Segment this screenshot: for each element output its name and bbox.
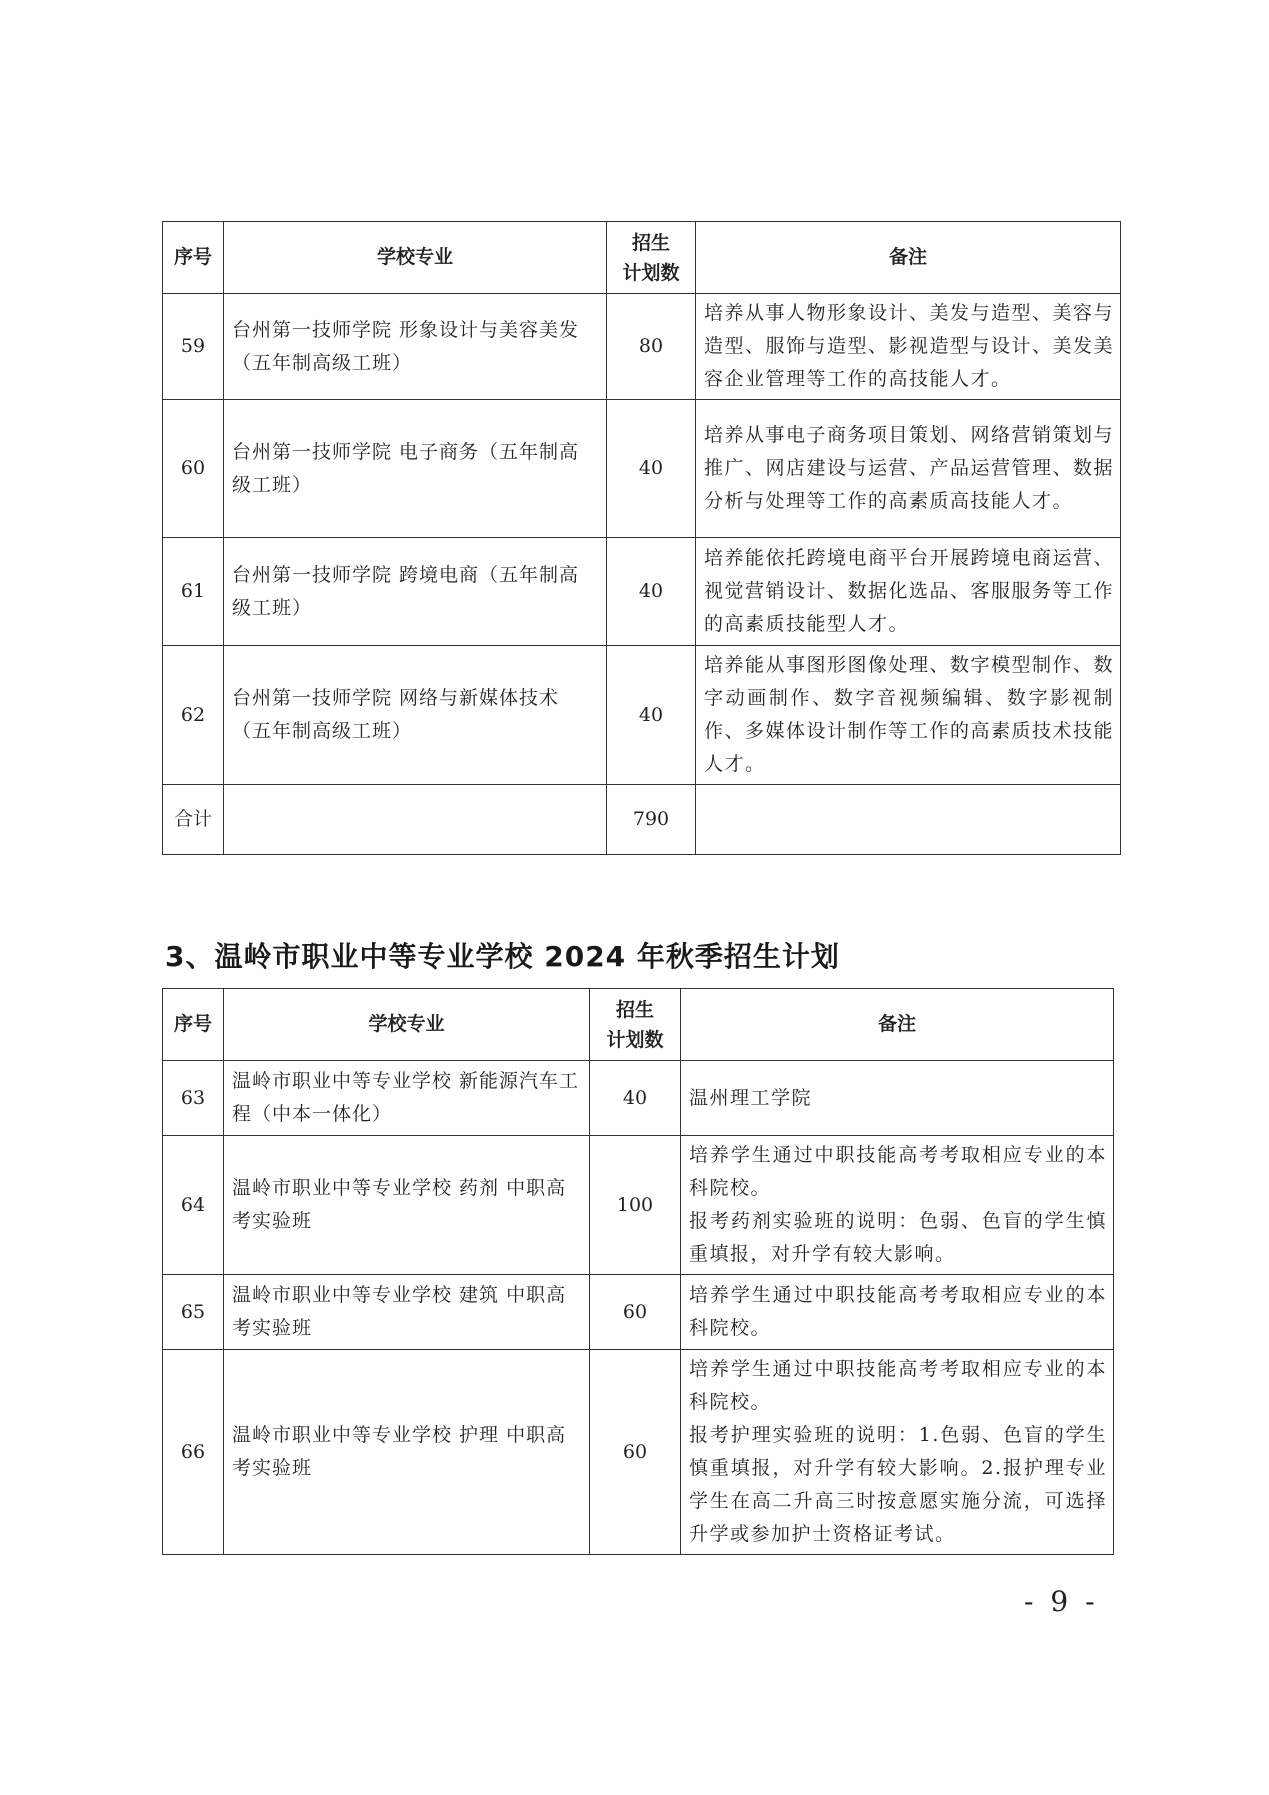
header-school: 学校专业 — [224, 989, 590, 1061]
row-plan: 100 — [590, 1136, 681, 1275]
row-school: 温岭市职业中等专业学校 护理 中职高考实验班 — [224, 1350, 590, 1555]
header-plan-line2: 计划数 — [622, 261, 680, 284]
row-plan: 60 — [590, 1275, 681, 1350]
row-plan: 40 — [590, 1061, 681, 1136]
total-value: 790 — [607, 785, 696, 855]
table-header-row — [163, 222, 1121, 294]
table-row — [163, 1061, 1114, 1136]
row-school: 台州第一技师学院 网络与新媒体技术（五年制高级工班） — [224, 646, 607, 785]
header-plan-line2: 计划数 — [606, 1028, 664, 1051]
row-note: 培养能依托跨境电商平台开展跨境电商运营、视觉营销设计、数据化选品、客服服务等工作的高素质技能型人才。 — [696, 538, 1121, 646]
table-row — [163, 646, 1121, 785]
total-row — [163, 785, 1121, 855]
header-plan-line1: 招生 — [615, 998, 654, 1021]
table-row — [163, 1136, 1114, 1275]
row-no: 61 — [163, 538, 224, 646]
row-school: 台州第一技师学院 形象设计与美容美发（五年制高级工班） — [224, 294, 607, 400]
table-row — [163, 400, 1121, 538]
row-note: 温州理工学院 — [681, 1061, 1114, 1136]
row-note: 培养学生通过中职技能高考考取相应专业的本科院校。 — [681, 1275, 1114, 1350]
header-school: 学校专业 — [224, 222, 607, 294]
row-school: 温岭市职业中等专业学校 药剂 中职高考实验班 — [224, 1136, 590, 1275]
table-row — [163, 538, 1121, 646]
row-no: 59 — [163, 294, 224, 400]
row-note: 培养从事人物形象设计、美发与造型、美容与造型、服饰与造型、影视造型与设计、美发美容企业管理等工作的高技能人才。 — [696, 294, 1121, 400]
page-number: - 9 - — [1024, 1585, 1099, 1618]
header-no: 序号 — [163, 989, 224, 1061]
header-plan — [590, 989, 681, 1061]
row-no: 60 — [163, 400, 224, 538]
table-header-row — [163, 989, 1114, 1061]
table-row — [163, 1350, 1114, 1555]
table-row — [163, 294, 1121, 400]
row-no: 63 — [163, 1061, 224, 1136]
row-school: 温岭市职业中等专业学校 建筑 中职高考实验班 — [224, 1275, 590, 1350]
total-label: 合计 — [163, 785, 224, 855]
row-school: 台州第一技师学院 电子商务（五年制高级工班） — [224, 400, 607, 538]
enrollment-table-2 — [162, 988, 1114, 1555]
row-no: 65 — [163, 1275, 224, 1350]
section-title: 3、温岭市职业中等专业学校 2024 年秋季招生计划 — [165, 940, 840, 973]
header-plan — [607, 222, 696, 294]
enrollment-table-1 — [162, 221, 1121, 855]
row-no: 66 — [163, 1350, 224, 1555]
header-note: 备注 — [696, 222, 1121, 294]
row-school: 台州第一技师学院 跨境电商（五年制高级工班） — [224, 538, 607, 646]
row-plan: 40 — [607, 646, 696, 785]
total-note-empty-cell — [696, 785, 1121, 855]
table-row — [163, 1275, 1114, 1350]
row-note: 培养学生通过中职技能高考考取相应专业的本科院校。 报考药剂实验班的说明：色弱、色盲的学生慎重填报，对升学有较大影响。 — [681, 1136, 1114, 1275]
row-plan: 80 — [607, 294, 696, 400]
row-note: 培养从事电子商务项目策划、网络营销策划与推广、网店建设与运营、产品运营管理、数据分析与处理等工作的高素质高技能人才。 — [696, 400, 1121, 538]
row-no: 62 — [163, 646, 224, 785]
row-note: 培养能从事图形图像处理、数字模型制作、数字动画制作、数字音视频编辑、数字影视制作、多媒体设计制作等工作的高素质技术技能人才。 — [696, 646, 1121, 785]
row-note: 培养学生通过中职技能高考考取相应专业的本科院校。 报考护理实验班的说明：1.色弱、色盲的学生慎重填报，对升学有较大影响。2.报护理专业学生在高二升高三时按意愿实施分流，可选择升学或参加护士资格证考试。 — [681, 1350, 1114, 1555]
header-no: 序号 — [163, 222, 224, 294]
row-school: 温岭市职业中等专业学校 新能源汽车工程（中本一体化） — [224, 1061, 590, 1136]
row-plan: 60 — [590, 1350, 681, 1555]
header-plan-line1: 招生 — [631, 231, 670, 254]
row-no: 64 — [163, 1136, 224, 1275]
row-plan: 40 — [607, 400, 696, 538]
header-note: 备注 — [681, 989, 1114, 1061]
total-empty-cell — [224, 785, 607, 855]
row-plan: 40 — [607, 538, 696, 646]
